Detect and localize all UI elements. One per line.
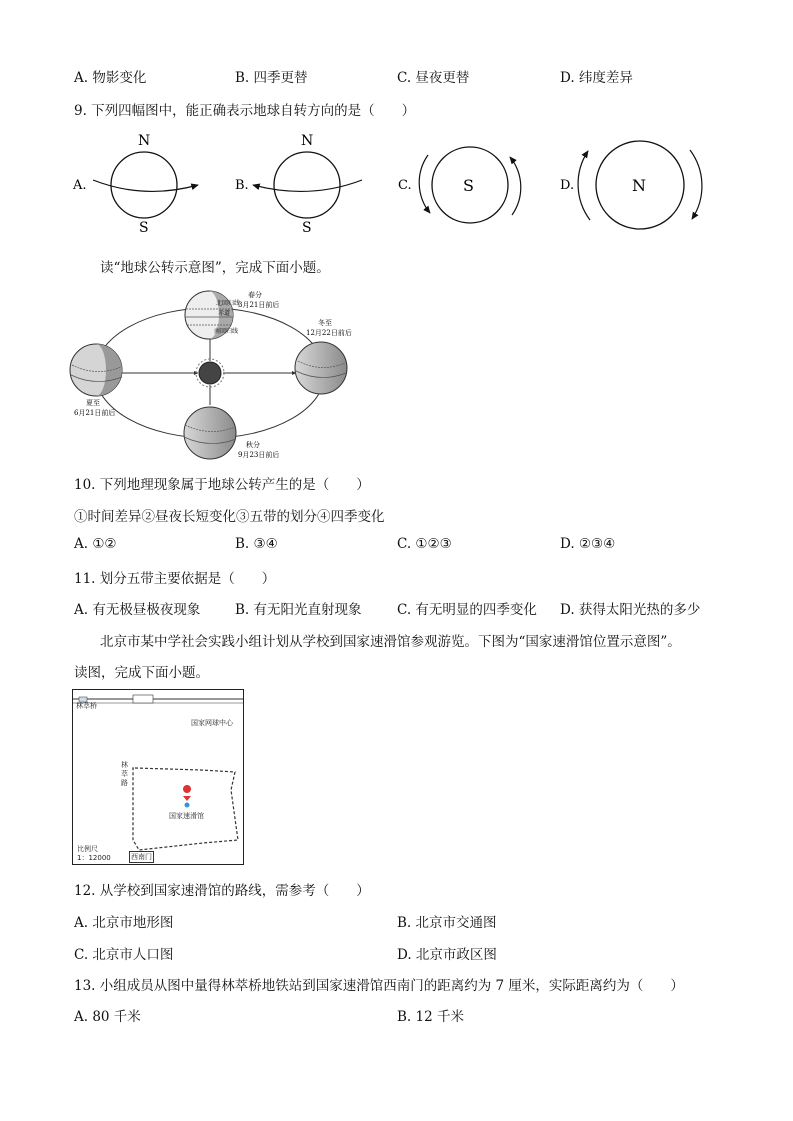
- q11-option-c: C. 有无明显的四季变化: [397, 602, 537, 618]
- globe-winter: [295, 342, 347, 394]
- winter-date: 12月22日前后: [306, 329, 352, 337]
- autumn-name: 秋分: [246, 441, 260, 449]
- q13-option-b: B. 12 千米: [397, 1009, 464, 1025]
- winter-name: 冬至: [318, 319, 332, 327]
- summer-date: 6月21日前后: [74, 409, 116, 417]
- globe-label-1: 北回归线: [216, 300, 241, 307]
- map-gate-label: 西南门: [131, 853, 152, 861]
- spring-name: 春分: [248, 291, 262, 299]
- q10-option-b: B. ③④: [235, 536, 278, 552]
- map-tennis-label: 国家网球中心: [191, 719, 233, 727]
- q9-fig-d-label: D.: [560, 178, 575, 193]
- q9-fig-a-top: N: [138, 133, 151, 149]
- q9-fig-b-bottom: S: [302, 220, 312, 236]
- q9-fig-c-label: C.: [398, 178, 412, 193]
- q9-stem: 9. 下列四幅图中，能正确表示地球自转方向的是（ ）: [74, 103, 416, 119]
- q11-stem: 11. 划分五带主要依据是（ ）: [74, 571, 276, 587]
- q9-fig-b-label: B.: [235, 178, 249, 193]
- q9-fig-a-label: A.: [73, 178, 87, 193]
- globe-autumn: [184, 407, 236, 459]
- passage-line-2: 读图，完成下面小题。: [74, 665, 209, 681]
- venue-map: [72, 689, 244, 865]
- q10-stem: 10. 下列地理现象属于地球公转产生的是（ ）: [74, 477, 370, 493]
- q12-option-d: D. 北京市政区图: [397, 947, 497, 963]
- q8-option-a: A. 物影变化: [74, 70, 147, 86]
- q13-option-a: A. 80 千米: [74, 1009, 141, 1025]
- map-station-label: 林萃桥: [76, 702, 97, 710]
- q11-option-d: D. 获得太阳光热的多少: [560, 602, 701, 618]
- globe-label-2: 赤道: [218, 310, 231, 317]
- q10-items: ①时间差异②昼夜长短变化③五带的划分④四季变化: [74, 509, 385, 525]
- summer-name: 夏至: [86, 399, 100, 407]
- q9-fig-d-center: N: [632, 176, 646, 195]
- q9-fig-c-center: S: [463, 176, 474, 195]
- autumn-date: 9月23日前后: [238, 451, 280, 459]
- q8-option-b: B. 四季更替: [235, 70, 308, 86]
- q12-option-a: A. 北京市地形图: [74, 915, 174, 931]
- globe-label-3: 南回归线: [214, 328, 239, 335]
- map-road-3: 路: [121, 779, 128, 787]
- q11-option-b: B. 有无阳光直射现象: [235, 602, 362, 618]
- q13-stem: 13. 小组成员从图中量得林萃桥地铁站到国家速滑馆西南门的距离约为 7 厘米，实际距离约为（ ）: [74, 978, 684, 994]
- q9-fig-b-top: N: [301, 133, 314, 149]
- q8-option-d: D. 纬度差异: [560, 70, 633, 86]
- q11-option-a: A. 有无极昼极夜现象: [74, 602, 201, 618]
- map-scale-title: 比例尺: [77, 845, 98, 853]
- map-scale-value: 1：12000: [77, 854, 111, 862]
- passage-line-1: 北京市某中学社会实践小组计划从学校到国家速滑馆参观游览。下图为“国家速滑馆位置示意图”。: [100, 634, 681, 650]
- q9-fig-a-bottom: S: [139, 220, 149, 236]
- map-pin-icon: [183, 785, 191, 801]
- spring-date: 3月21日前后: [238, 301, 280, 309]
- q12-option-c: C. 北京市人口图: [74, 947, 174, 963]
- q10-option-a: A. ①②: [74, 536, 117, 552]
- map-road-2: 萃: [121, 770, 128, 778]
- q8-option-c: C. 昼夜更替: [397, 70, 470, 86]
- q10-option-d: D. ②③④: [560, 536, 616, 552]
- orbit-diagram: [68, 285, 358, 465]
- map-road-1: 林: [121, 761, 128, 769]
- orbit-intro: 读“地球公转示意图”，完成下面小题。: [100, 260, 330, 276]
- q10-option-c: C. ①②③: [397, 536, 452, 552]
- q12-stem: 12. 从学校到国家速滑馆的路线，需参考（ ）: [74, 883, 370, 899]
- map-venue-label: 国家速滑馆: [169, 812, 204, 820]
- q12-option-b: B. 北京市交通图: [397, 915, 497, 931]
- q9-figures: [60, 125, 720, 245]
